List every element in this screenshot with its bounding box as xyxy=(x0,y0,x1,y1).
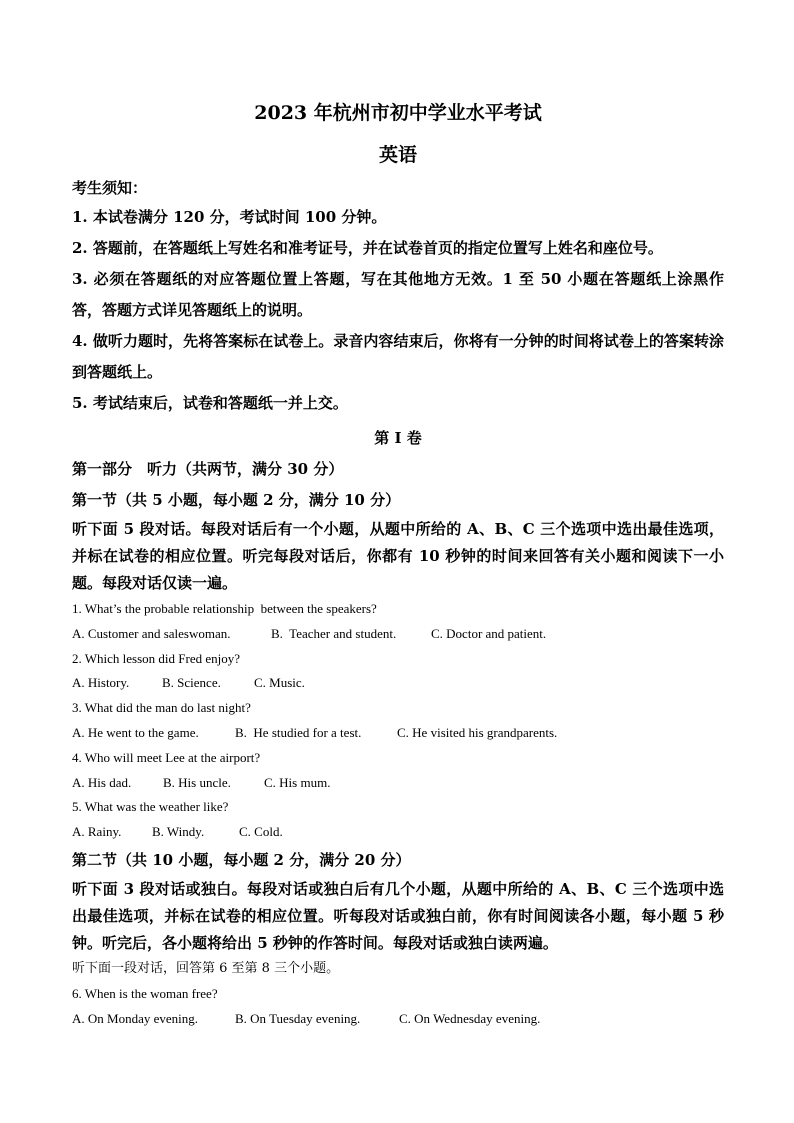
question-text: 1. What’s the probable relationship between the speakers? xyxy=(72,601,377,616)
option-c: C. On Wednesday evening. xyxy=(399,1010,541,1026)
option-b: B. His uncle. xyxy=(163,774,231,790)
option-c: C. His mum. xyxy=(264,774,331,790)
option-b: B. Windy. xyxy=(152,824,205,840)
question-list xyxy=(72,597,724,845)
sub-instruction: 听下面一段对话，回答第 6 至第 8 三个小题。 xyxy=(72,960,340,976)
option-b: B. On Tuesday evening. xyxy=(235,1010,361,1026)
section-instructions: 听下面 3 段对话或独白。每段对话或独白后有几个小题，从题中所给的 A、B、C 三个选项中选出最佳选项，并标在试卷的相应位置。听每段对话或独白前，你有时间阅读各小题，每小题 5 秒钟。听完后，各小题将给出 5 秒钟的作答时间。每段对话或独白读两遍。 xyxy=(72,879,724,952)
notice-item: 4. 做听力题时，先将答案标在试卷上。录音内容结束后，你将有一分钟的时间将试卷上的答案转涂到答题纸上。 xyxy=(72,332,724,381)
option-a: A. He went to the game. xyxy=(72,724,199,740)
section-heading: 第二节（共 10 小题，每小题 2 分，满分 20 分） xyxy=(72,850,411,869)
part-heading: 第一部分 听力（共两节，满分 30 分） xyxy=(72,460,344,478)
exam-page xyxy=(72,98,724,1031)
question-text: 3. What did the man do last night? xyxy=(72,700,251,716)
notice-heading: 考生须知： xyxy=(72,179,148,197)
question-options xyxy=(72,622,724,647)
option-b: B. Science. xyxy=(162,675,221,691)
question-options xyxy=(72,1007,724,1032)
question-options xyxy=(72,820,724,845)
notice-item: 2. 答题前，在答题纸上写姓名和准考证号，并在试卷首页的指定位置写上姓名和座位号。 xyxy=(72,239,663,257)
exam-title: 2023 年杭州市初中学业水平考试 xyxy=(254,102,542,124)
option-c: C. He visited his grandparents. xyxy=(397,724,558,740)
notice-item: 1. 本试卷满分 120 分，考试时间 100 分钟。 xyxy=(72,208,387,226)
notice-item: 5. 考试结束后，试卷和答题纸一并上交。 xyxy=(72,394,348,412)
option-a: A. Customer and saleswoman. xyxy=(72,625,231,641)
option-a: A. History. xyxy=(72,675,130,691)
option-a: A. His dad. xyxy=(72,774,132,790)
option-b: B. He studied for a test. xyxy=(235,724,362,740)
notice-item: 3. 必须在答题纸的对应答题位置上答题，写在其他地方无效。1 至 50 小题在答题纸上涂黑作答，答题方式详见答题纸上的说明。 xyxy=(72,270,724,319)
volume-label: 第 I 卷 xyxy=(374,429,422,447)
question-options xyxy=(72,771,724,796)
option-c: C. Cold. xyxy=(239,824,283,840)
option-c: C. Doctor and patient. xyxy=(431,625,547,641)
subject-title: 英语 xyxy=(378,144,417,166)
question-text: 4. Who will meet Lee at the airport? xyxy=(72,749,261,765)
option-a: A. On Monday evening. xyxy=(72,1010,199,1026)
question-text: 2. Which lesson did Fred enjoy? xyxy=(72,650,241,666)
section-heading: 第一节（共 5 小题，每小题 2 分，满分 10 分） xyxy=(72,491,401,509)
question-text: 6. When is the woman free? xyxy=(72,985,218,1001)
option-c: C. Music. xyxy=(254,675,305,691)
question-options xyxy=(72,721,724,746)
section-instructions: 听下面 5 段对话。每段对话后有一个小题，从题中所给的 A、B、C 三个选项中选出最佳选项，并标在试卷的相应位置。听完每段对话后，你都有 10 秒钟的时间来回答有关小题和阅读下一小题。每段对话仅读一遍。 xyxy=(72,520,724,592)
option-b: B. Teacher and student. xyxy=(271,625,397,641)
question-text: 5. What was the weather like? xyxy=(72,799,229,815)
option-a: A. Rainy. xyxy=(72,824,122,840)
question-options xyxy=(72,671,724,696)
